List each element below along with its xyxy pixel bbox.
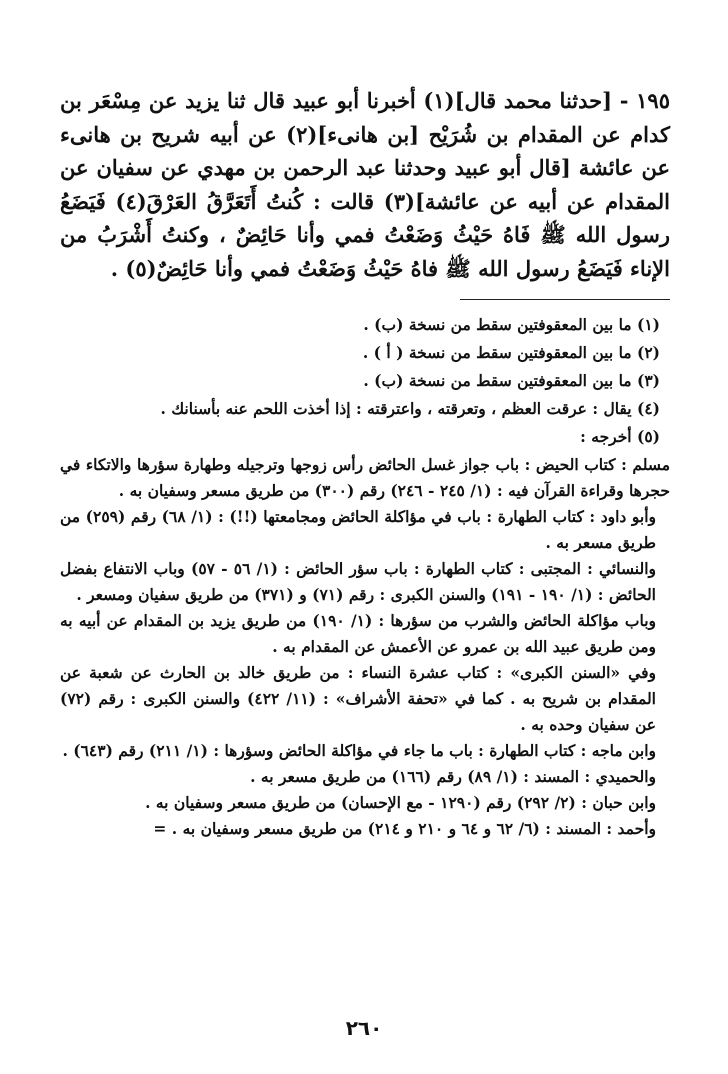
page-body xyxy=(60,84,670,842)
takhrij-muslim: مسلم : كتاب الحيض : باب جواز غسل الحائض رأس زوجها وترجيله وطهارة سؤرها والاتكاء في حجرها وقراءة القرآن فيه : (١/ ٢٤٥ - ٢٤٦) رقم (٣٠٠) من طريق مسعر وسفيان به . xyxy=(60,455,670,500)
page-number: ٢٦٠ xyxy=(345,1016,383,1040)
footnote-2: (٢) ما بين المعقوفتين سقط من نسخة ( أ ) . xyxy=(362,343,660,362)
hadith-number: ١٩٥ - xyxy=(619,88,670,113)
takhrij-nasai: والنسائي : المجتبى : كتاب الطهارة : باب سؤر الحائض : (١/ ٥٦ - ٥٧) وباب الانتفاع بفضل الحائض : (١/ ١٩٠ - ١٩١) والسنن الكبرى : رقم (٧١) و (٣٧١) من طريق سفيان ومسعر . xyxy=(60,559,656,604)
footnote-5: (٥) أخرجه : xyxy=(580,427,660,446)
footnote-3: (٣) ما بين المعقوفتين سقط من نسخة (ب) . xyxy=(363,371,660,390)
takhrij-ahmad: وأحمد : المسند : (٦/ ٦٢ و ٦٤ و ٢١٠ و ٢١٤) من طريق مسعر وسفيان به . = xyxy=(153,819,656,838)
footnotes xyxy=(60,312,670,842)
takhrij-humaydi: والحميدي : المسند : (١/ ٨٩) رقم (١٦٦) من طريق مسعر به . xyxy=(250,767,656,786)
footnote-4: (٤) يقال : عرقت العظم ، وتعرقته ، واعترقته : إذا أخذت اللحم عنه بأسنانك . xyxy=(160,399,660,418)
takhrij-ibn-hibban: وابن حبان : (٢/ ٢٩٢) رقم (١٢٩٠ - مع الإحسان) من طريق مسعر وسفيان به . xyxy=(145,793,656,812)
takhrij-nasai-muakala: وباب مؤاكلة الحائض والشرب من سؤرها : (١/ ١٩٠) من طريق يزيد بن المقدام عن أبيه به ومن طريق عبيد الله بن عمرو عن الأعمش عن المقدام به . xyxy=(60,611,656,656)
takhrij-sunan-kubra: وفي «السنن الكبرى» : كتاب عشرة النساء : من طريق خالد بن الحارث عن شعبة عن المقدام بن شريح به . كما في «تحفة الأشراف» : (١١/ ٤٢٢) والسنن الكبرى : رقم (٧٢) عن سفيان وحده به . xyxy=(60,663,656,734)
takhrij-abu-dawud: وأبو داود : كتاب الطهارة : باب في مؤاكلة الحائض ومجامعتها (!!) : (١/ ٦٨) رقم (٢٥٩) من طريق مسعر به . xyxy=(60,507,656,552)
footnote-divider xyxy=(460,299,670,300)
hadith-text: [حدثنا محمد قال](١) أخبرنا أبو عبيد قال ثنا يزيد عن مِسْعَر بن كدام عن المقدام بن شُرَيْح [بن هانىء](٢) عن أبيه شريح بن هانىء عن عائشة [قال أبو عبيد وحدثنا عبد الرحمن بن مهدي عن سفيان عن المقدام عن أبيه عن عائشة](٣) قالت : كُنتُ أَتَعَرَّقُ العَرْقَ(٤) فَيَضَعُ رسول الله ﷺ فَاهُ حَيْثُ وَضَعْتُ فمي وأنا حَائِضٌ ، وكنتُ أَشْرَبُ من الإناء فَيَضَعُ رسول الله ﷺ فاهُ حَيْثُ وَضَعْتُ فمي وأنا حَائِضٌ(٥) . xyxy=(60,88,670,281)
footnote-1: (١) ما بين المعقوفتين سقط من نسخة (ب) . xyxy=(363,315,660,334)
hadith-paragraph xyxy=(60,84,670,285)
takhrij-ibn-majah: وابن ماجه : كتاب الطهارة : باب ما جاء في مؤاكلة الحائض وسؤرها : (١/ ٢١١) رقم (٦٤٣) . xyxy=(62,741,656,760)
